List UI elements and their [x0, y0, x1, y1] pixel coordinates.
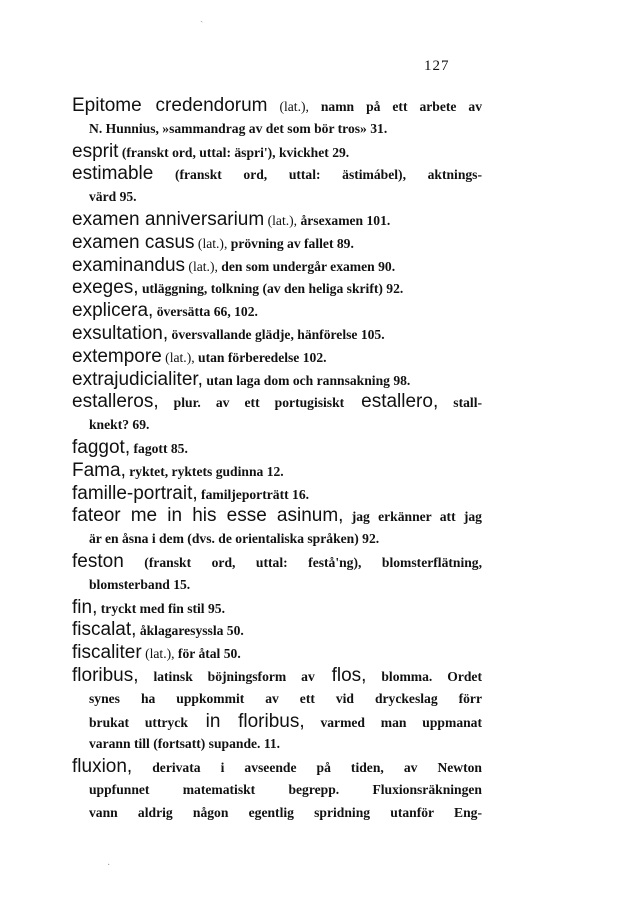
headword: exeges, — [72, 277, 139, 299]
headword: fiscaliter — [72, 642, 142, 664]
language-note: (lat.), — [185, 258, 218, 274]
definition: årsexamen 101. — [297, 212, 391, 228]
headword: explicera, — [72, 300, 154, 322]
headword: extrajudicialiter, — [72, 368, 203, 390]
headword-inline: estallero, — [344, 391, 439, 413]
language-note: (lat.), — [161, 349, 195, 365]
definition: översätta 66, 102. — [153, 304, 258, 320]
definition: derivata i avseende på tiden, av Newton — [132, 760, 482, 776]
definition: tryckt med fin stil 95. — [97, 600, 225, 616]
definition-continuation: brukat uttryck — [89, 714, 188, 730]
definition: den som undergår examen 90. — [217, 258, 396, 274]
entry-esprit — [72, 141, 482, 164]
definition: plur. av ett portugisiskt — [158, 395, 345, 411]
definition-continuation: uppfunnet matematiskt begrepp. Fluxionsräkningen — [89, 781, 482, 797]
definition-continuation: varmed man uppmanat — [304, 714, 482, 730]
entry-fiscaliter — [72, 642, 482, 665]
language-note: (lat.), — [141, 646, 175, 662]
headword: fluxion, — [72, 756, 133, 778]
entry-feston — [72, 551, 482, 597]
headword: fin, — [72, 596, 98, 618]
definition: (franskt ord, uttal: ästimábel), aktnings- — [153, 167, 482, 183]
definition: prövning av fallet 89. — [227, 235, 354, 251]
entry-examen-casus — [72, 232, 482, 255]
entry-epitome-credendorum — [72, 95, 482, 141]
definition: ryktet, ryktets gudinna 12. — [125, 463, 284, 479]
entry-faggot — [72, 437, 482, 460]
entry-exsultation — [72, 323, 482, 346]
headword-inline: in floribus, — [187, 710, 305, 732]
entry-fateor-me-in-his-esse-asinum — [72, 505, 482, 551]
definition: åklagaresyssla 50. — [136, 623, 244, 639]
headword: Fama, — [72, 459, 126, 481]
definition: latinsk böjningsform av — [138, 668, 315, 684]
headword: famille-portrait, — [72, 482, 198, 504]
entry-examen-anniversarium — [72, 209, 482, 232]
entry-estimable — [72, 163, 482, 209]
headword: faggot, — [72, 436, 131, 458]
headword: extempore — [72, 345, 162, 367]
definition-continuation: vann aldrig någon egentlig spridning utanför Eng- — [89, 804, 482, 820]
definition: familjeporträtt 16. — [197, 486, 310, 502]
entry-floribus — [72, 665, 482, 756]
entry-extrajudicialiter — [72, 369, 482, 392]
entry-estalleros — [72, 391, 482, 437]
headword: examinandus — [72, 254, 186, 276]
headword: estimable — [72, 163, 154, 185]
headword: examen casus — [72, 231, 195, 253]
definition-continuation: värd 95. — [89, 189, 137, 205]
headword: Epitome credendorum — [72, 95, 268, 116]
entry-examinandus — [72, 255, 482, 278]
definition: blomma. Ordet — [366, 668, 482, 684]
headword: exsultation, — [72, 322, 169, 344]
definition: fagott 85. — [130, 440, 188, 456]
definition-continuation: blomsterband 15. — [89, 576, 191, 592]
headword: esprit — [72, 140, 119, 162]
definition-continuation: är en åsna i dem (dvs. de orientaliska språken) 92. — [89, 531, 380, 547]
headword: floribus, — [72, 664, 139, 686]
definition: stall- — [438, 395, 483, 411]
headword: fiscalat, — [72, 619, 137, 641]
headword-inline: flos, — [314, 664, 367, 686]
entry-fama — [72, 460, 482, 483]
language-note: (lat.), — [194, 235, 228, 251]
paper-speck: ˏ — [200, 12, 204, 23]
definition-continuation: knekt? 69. — [89, 417, 150, 433]
headword: fateor me in his esse asinum, — [72, 505, 344, 527]
entry-fin — [72, 597, 482, 620]
entry-famille-portrait — [72, 483, 482, 506]
definition: jag erkänner att jag — [343, 509, 482, 525]
language-note: (lat.), — [267, 99, 309, 114]
headword: estalleros, — [72, 391, 159, 413]
definition-continuation: varann till (fortsatt) supande. 11. — [89, 736, 281, 752]
entry-exeges — [72, 277, 482, 300]
definition: för åtal 50. — [174, 646, 241, 662]
definition: (franskt ord, uttal: äspri'), kvickhet 29. — [118, 144, 350, 160]
definition: utan laga dom och rannsakning 98. — [202, 372, 411, 388]
definition: utan förberedelse 102. — [194, 349, 327, 365]
definition-continuation: synes ha uppkommit av ett vid dryckeslag förr — [89, 690, 482, 706]
glossary-entries — [72, 95, 482, 825]
definition: utläggning, tolkning (av den heliga skrift) 92. — [138, 281, 404, 297]
paper-speck: · — [107, 860, 111, 871]
definition: (franskt ord, uttal: festå'ng), blomsterflätning, — [123, 554, 482, 570]
entry-extempore — [72, 346, 482, 369]
page-number: 127 — [424, 58, 450, 74]
definition-continuation: N. Hunnius, »sammandrag av det som bör tros» 31. — [89, 120, 388, 136]
language-note: (lat.), — [264, 212, 298, 228]
entry-explicera — [72, 300, 482, 323]
headword: examen anniversarium — [72, 208, 265, 230]
headword: feston — [72, 550, 124, 572]
definition: översvallande glädje, hänförelse 105. — [168, 326, 385, 342]
entry-fluxion — [72, 756, 482, 824]
entry-fiscalat — [72, 619, 482, 642]
definition: namn på ett arbete av — [308, 99, 482, 114]
